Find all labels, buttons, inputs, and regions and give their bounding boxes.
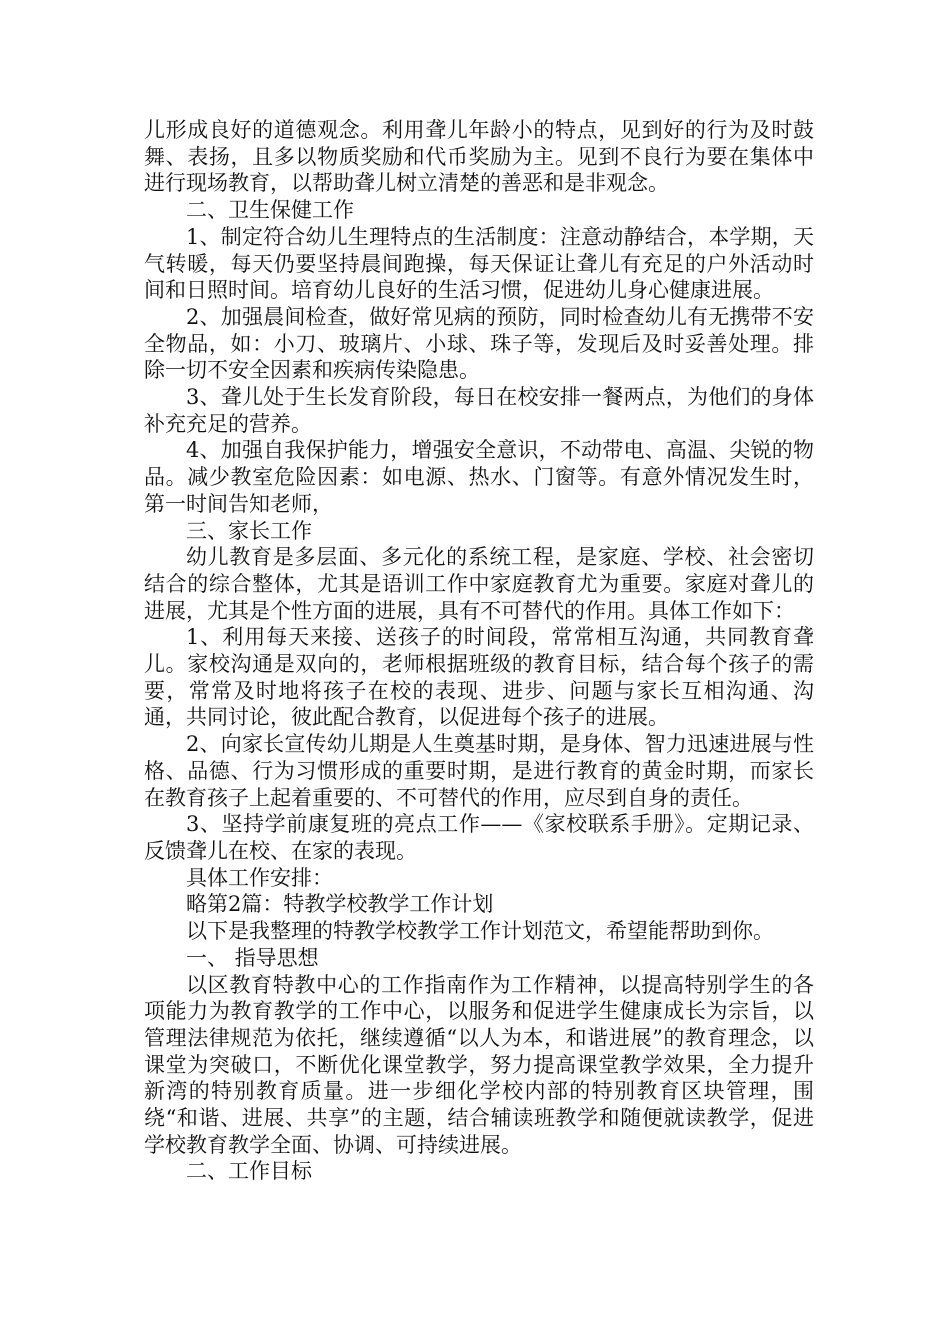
- section-heading-work-goals: 二、工作目标: [186, 1159, 312, 1184]
- paragraph-parent-item-2: 2、向家长宣传幼儿期是人生奠基时期，是身体、智力迅速进展与性格、品德、行为习惯形成的重要时期，是进行教育的黄金时期，而家长在教育孩子上起着重要的、不可替代的作用，应尽到自身的责任。: [144, 732, 814, 810]
- section-heading-health-care: 二、卫生保健工作: [186, 198, 354, 223]
- paragraph-work-arrangement: 具体工作安排：: [186, 865, 333, 890]
- section-heading-guiding-thought: 一、 指导思想: [186, 945, 319, 970]
- paragraph-intro-note: 以下是我整理的特教学校教学工作计划范文，希望能帮助到你。: [186, 919, 774, 944]
- paragraph-health-item-3: 3、聋儿处于生长发育阶段，每日在校安排一餐两点，为他们的身体补充充足的营养。: [144, 385, 814, 436]
- paragraph-parent-item-1: 1、利用每天来接、送孩子的时间段，常常相互沟通，共同教育聋儿。家校沟通是双向的，老师根据班级的教育目标，结合每个孩子的需要，常常及时地将孩子在校的表现、进步、问题与家长互相沟通、沟通，共同讨论，彼此配合教育，以促进每个孩子的进展。: [144, 625, 814, 730]
- paragraph-guiding-thought: 以区教育特教中心的工作指南作为工作精神，以提高特别学生的各项能力为教育教学的工作中心，以服务和促进学生健康成长为宗旨，以管理法律规范为依托，继续遵循“以人为本，和谐进展”的教育理念，以课堂为突破口，不断优化课堂教学，努力提高课堂教学效果，全力提升新湾的特别教育质量。进一步细化学校内部的特别教育区块管理，围绕“和谐、进展、共享”的主题，结合辅读班教学和随便就读教学，促进学校教育教学全面、协调、可持续进展。: [144, 972, 814, 1157]
- paragraph-part-2-title: 略第2篇：特教学校教学工作计划: [186, 892, 494, 917]
- paragraph-moral-education-continued: 儿形成良好的道德观念。利用聋儿年龄小的特点，见到好的行为及时鼓舞、表扬，且多以物质奖励和代币奖励为主。见到不良行为要在集体中进行现场教育，以帮助聋儿树立清楚的善恶和是非观念。: [144, 118, 814, 196]
- paragraph-parent-intro: 幼儿教育是多层面、多元化的系统工程，是家庭、学校、社会密切结合的综合整体，尤其是语训工作中家庭教育尤为重要。家庭对聋儿的进展，尤其是个性方面的进展，具有不可替代的作用。具体工作如下：: [144, 545, 814, 623]
- paragraph-health-item-4: 4、加强自我保护能力，增强安全意识，不动带电、高温、尖锐的物品。减少教室危险因素：如电源、热水、门窗等。有意外情况发生时，第一时间告知老师，: [144, 438, 814, 516]
- section-heading-parent-work: 三、家长工作: [186, 518, 312, 543]
- document-body: [144, 117, 814, 1185]
- paragraph-health-item-1: 1、制定符合幼儿生理特点的生活制度：注意动静结合，本学期，天气转暖，每天仍要坚持晨间跑操，每天保证让聋儿有充足的户外活动时间和日照时间。培育幼儿良好的生活习惯，促进幼儿身心健康进展。: [144, 224, 814, 303]
- paragraph-parent-item-3: 3、坚持学前康复班的亮点工作——《家校联系手册》。定期记录、反馈聋儿在校、在家的表现。: [144, 812, 814, 863]
- paragraph-health-item-2: 2、加强晨间检查，做好常见病的预防，同时检查幼儿有无携带不安全物品，如：小刀、玻璃片、小球、珠子等，发现后及时妥善处理。排除一切不安全因素和疾病传染隐患。: [144, 304, 814, 383]
